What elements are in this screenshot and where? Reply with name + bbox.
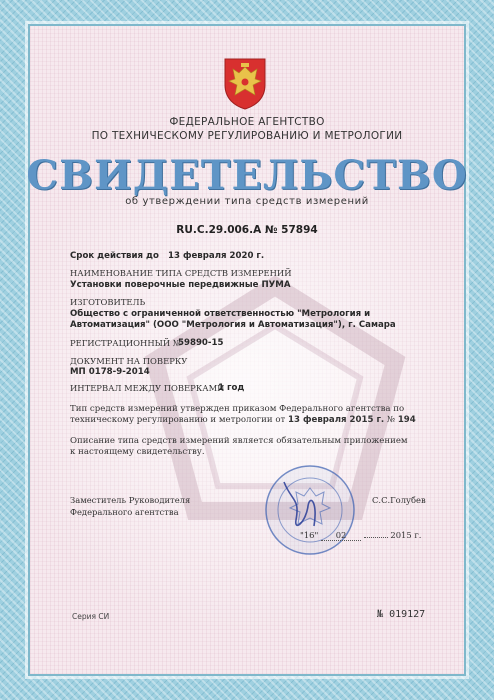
official-stamp (262, 462, 358, 558)
registration-label: РЕГИСТРАЦИОННЫЙ № (70, 338, 181, 348)
registration-value: 59890-15 (178, 338, 224, 348)
sign-date-year: 2015 г. (390, 530, 422, 540)
signatory-line-1: Заместитель Руководителя (70, 495, 191, 505)
approval-line-1: Тип средств измерений утвержден приказом Федерального агентства по (70, 404, 405, 414)
approval-line-2-prefix: техническому регулированию и метрологии от (70, 415, 286, 425)
approval-date: 13 февраля 2015 г. (288, 415, 385, 425)
signatory-name: С.С.Голубев (372, 495, 426, 505)
series-number-value: 019127 (389, 609, 426, 620)
sign-date-month: 02 (321, 530, 361, 541)
approval-line-2 (70, 415, 416, 425)
signatory-line-2: Федерального агентства (70, 507, 179, 517)
approval-number: 194 (397, 415, 416, 425)
subtitle: об утверждении типа средств измерений (125, 196, 369, 207)
interval-value: 1 год (218, 383, 245, 393)
agency-line-1: ФЕДЕРАЛЬНОЕ АГЕНТСТВО (169, 116, 325, 128)
certificate-number: RU.C.29.006.A № 57894 (176, 224, 318, 236)
agency-line-2: ПО ТЕХНИЧЕСКОМУ РЕГУЛИРОВАНИЮ И МЕТРОЛОГИИ (91, 130, 403, 142)
manufacturer-value-line-2: Автоматизация" (ООО "Метрология и Автоматизация"), г. Самара (70, 320, 396, 330)
sign-date (300, 530, 421, 541)
coat-of-arms-icon (221, 55, 269, 111)
instrument-value: Установки поверочные передвижные ПУМА (70, 280, 291, 290)
sign-date-day: "16" (300, 530, 319, 540)
series-label: Серия СИ (72, 612, 110, 621)
description-line-1: Описание типа средств измерений является обязательным приложением (70, 436, 408, 446)
verification-doc-value: МП 0178-9-2014 (70, 367, 150, 377)
page-title: СВИДЕТЕЛЬСТВО (26, 152, 468, 199)
validity-label: Срок действия до (70, 251, 159, 261)
description-line-2: к настоящему свидетельству. (70, 447, 205, 457)
approval-number-prefix: № (386, 415, 396, 425)
interval-label: ИНТЕРВАЛ МЕЖДУ ПОВЕРКАМИ (70, 383, 225, 393)
series-number-prefix: № (377, 609, 384, 620)
manufacturer-value-line-1: Общество с ограниченной ответственностью "Метрология и (70, 309, 371, 319)
manufacturer-label: ИЗГОТОВИТЕЛЬ (70, 297, 146, 307)
validity-value: 13 февраля 2020 г. (168, 251, 265, 261)
verification-doc-label: ДОКУМЕНТ НА ПОВЕРКУ (70, 356, 188, 366)
instrument-label: НАИМЕНОВАНИЕ ТИПА СРЕДСТВ ИЗМЕРЕНИЙ (70, 268, 292, 278)
series-number (377, 609, 425, 620)
